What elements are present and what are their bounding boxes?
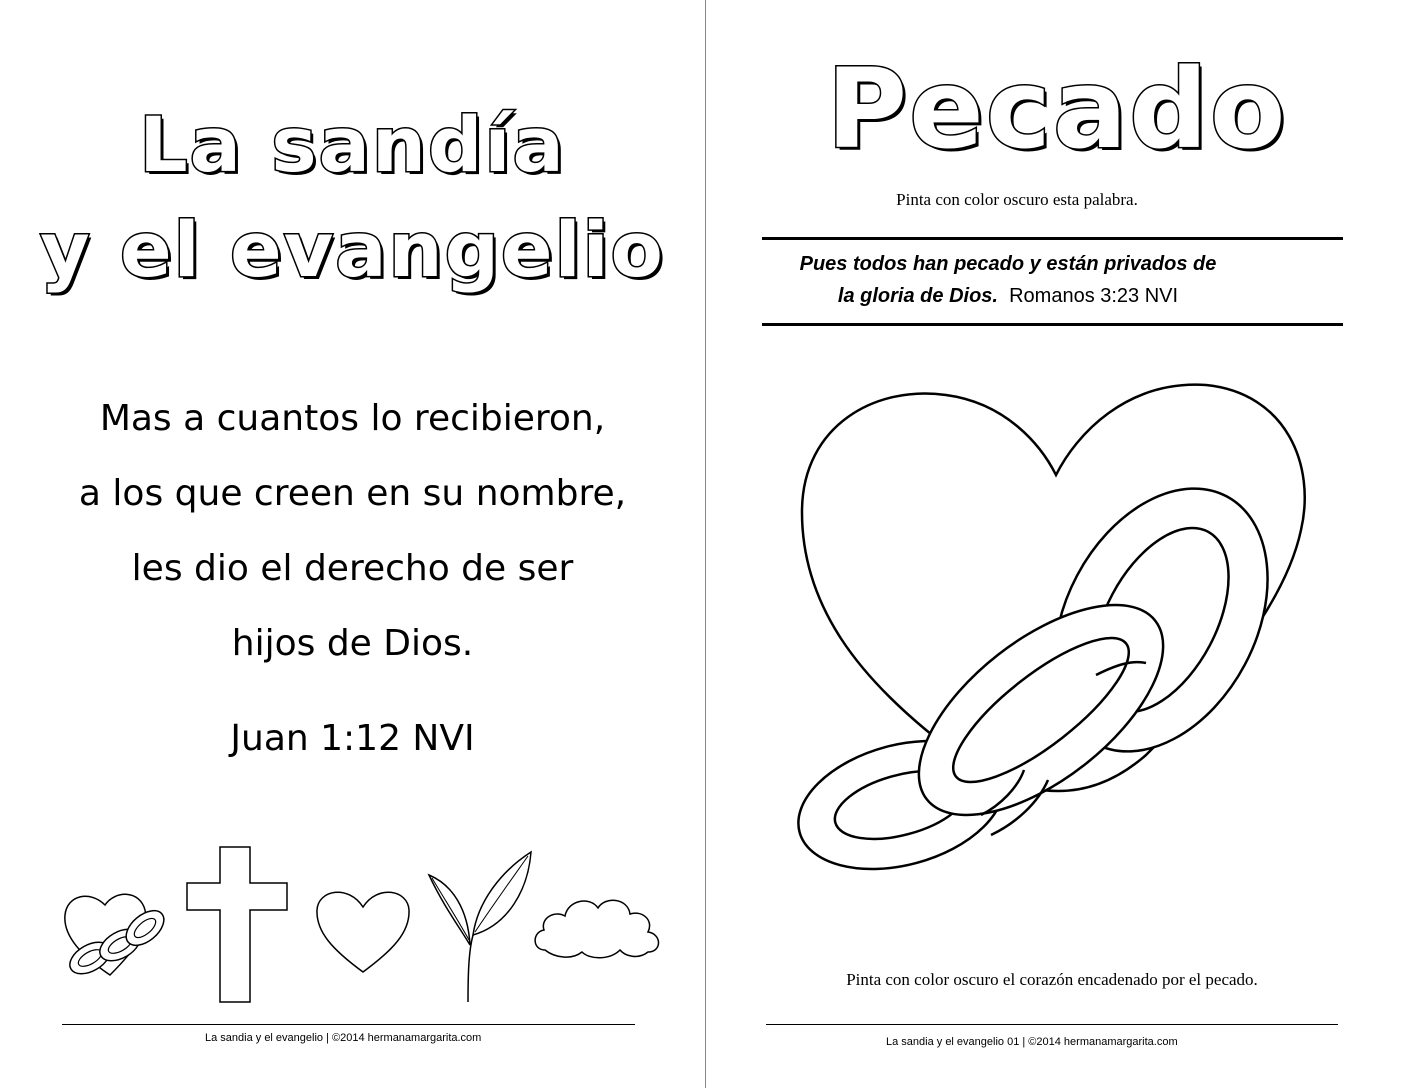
verse-line-4: hijos de Dios. [231,623,474,664]
verse-line-3: les dio el derecho de ser [131,548,574,589]
cross-icon [185,845,290,1005]
chained-heart-icon [60,880,170,980]
right-page [706,0,1408,1088]
left-footer-rule [62,1024,635,1025]
icons-row [55,840,675,1010]
left-title-line1: La sandía [139,100,566,189]
verse-box-text1: Pues todos han pecado y están privados de [799,253,1217,275]
verse-top-rule [762,237,1343,240]
right-footer: La sandia y el evangelio 01 | ©2014 hermanamargarita.com [886,1036,1178,1048]
chained-heart-icon [786,375,1346,915]
verse-line-2: a los que creen en su nombre, [78,473,627,514]
verse-box-text2: la gloria de Dios. [837,285,998,307]
right-footer-rule [766,1024,1338,1025]
verse-reference: Juan 1:12 NVI [230,718,475,759]
verse-box-line1 [657,253,1359,276]
heart-icon [313,882,413,977]
instruction-top: Pinta con color oscuro esta palabra. [896,190,1138,209]
pecado-title: Pecado [826,45,1288,173]
verse-box-reference: Romanos 3:23 NVI [1009,285,1179,307]
left-footer: La sandia y el evangelio | ©2014 hermanamargarita.com [205,1032,482,1044]
verse-line-1: Mas a cuantos lo recibieron, [99,398,606,439]
instruction-bottom: Pinta con color oscuro el corazón encadenado por el pecado. [846,970,1258,989]
verse-box-line2 [657,285,1359,308]
cloud-icon [530,890,665,965]
verse-bottom-rule [762,323,1343,326]
sprout-icon [423,840,533,1005]
left-title-line2: y el evangelio [40,205,665,294]
